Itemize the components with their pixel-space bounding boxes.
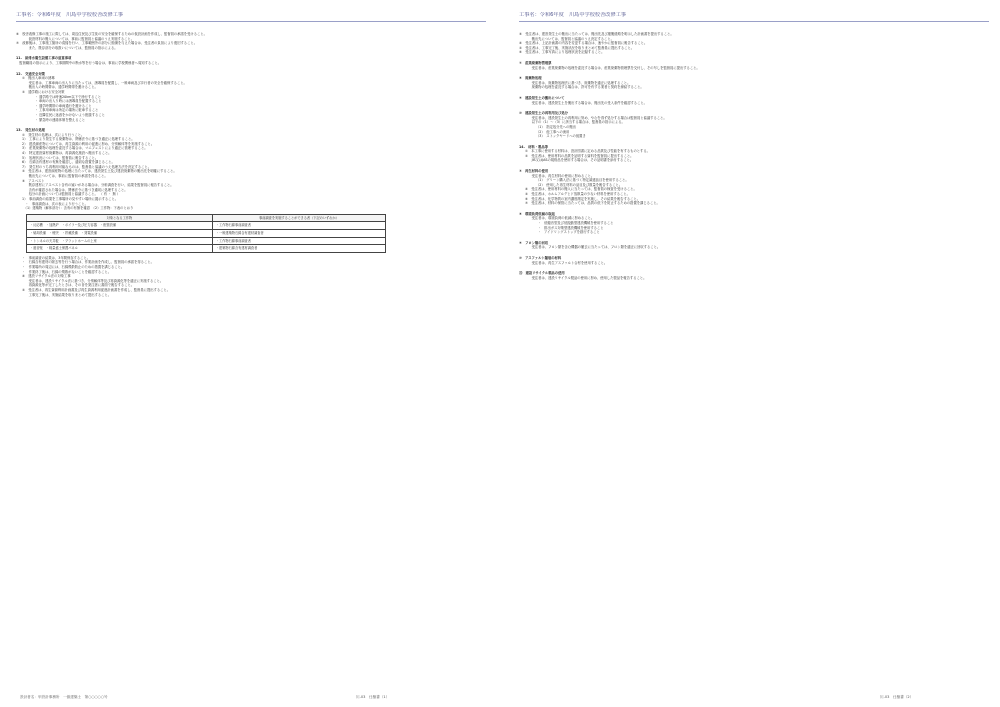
spec-line: ② 受注者は、建設副産物の処理に当たっては、建設発生土及び建設廃棄物の搬出先を明確にすること。	[22, 169, 177, 174]
spec-line: ・ 車両の出入り時には誘導員を配置すること	[28, 99, 102, 104]
section-heading: ⑨ 建設発生土の搬出について	[519, 95, 565, 100]
spec-line: 監督職員の指示により、工事期間中の断水等を行う場合は、事前に学校関係者へ周知すること。	[16, 60, 162, 65]
spec-line: ① 発生材の処理は、次により行うこと。	[22, 132, 85, 137]
spec-line: 3） 産業廃棄物の処理を委託する場合は、マニフェストにより適正に管理すること。	[22, 146, 148, 151]
spec-line: ・ 通学路では時速20km以下で徐行すること	[28, 94, 102, 99]
spec-line: 5） 処理状況については、監督員に報告すること。	[22, 155, 99, 160]
spec-line: ・ 作業終了後は、石綿の飛散がないことを確認すること。	[22, 269, 112, 274]
spec-line: 受注者は、建設発生土を搬出する場合は、搬出先の受入条件を確認すること。	[525, 100, 647, 105]
spec-line: （1） 指定処分先への搬出	[531, 124, 576, 129]
spec-line: 受注者は、廃棄物処理法に基づき、廃棄物を適正に処理すること。	[525, 80, 631, 85]
spec-line: ④ 受注者は、上記計画書の内容を変更する場合は、速やかに監督員に報告すること。	[519, 41, 648, 46]
spec-line: ・ アイドリングストップを励行すること	[531, 230, 600, 235]
left-sheet-number: 川-03 仕様書（1）	[356, 695, 390, 699]
spec-line: 7） 発生材のうち再利用可能なものは、監督員と協議のうえ処理方法を決定すること。	[22, 164, 152, 169]
asbestos-survey-table	[26, 214, 386, 253]
spec-line: ② 通学路における安全対策	[22, 89, 65, 94]
spec-line: 処分の計画については監督員と協議すること。 （ 有 ・ 無 ）	[22, 192, 121, 197]
right-page-body	[519, 32, 989, 280]
section-heading: 12. 交通安全対策	[16, 71, 45, 76]
table-cell-target: ・トンネルの天井板 ・プラットホームの上家	[27, 237, 213, 245]
spec-line: 受注者は、建設リサイクル法に基づき、分別解体等及び再資源化等を適正に実施すること。	[22, 278, 164, 283]
spec-line: ・ 緊急時の連絡体制を整えること	[28, 117, 86, 122]
spec-line: 工事完了後は、実施結果を取りまとめて提出すること。	[22, 292, 112, 297]
spec-line: 廃棄物の処理を委託する場合は、許可を有する業者と契約を締結すること。	[525, 85, 644, 90]
spec-line: 4） 特定建設資材廃棄物は、再資源化施設へ搬出すること。	[22, 151, 112, 156]
spec-line: ④ 建設リサイクル法の対象工事	[22, 274, 71, 279]
spec-line: ⑤ 受注者は、ホルムアルデヒド放散量の少ない材料を使用すること。	[525, 192, 630, 197]
spec-line: JIS又はJASの規格品を使用する場合は、その証明書を添付すること。	[525, 158, 634, 163]
spec-line: （2） 他工事への流用	[531, 129, 570, 134]
table-cell-target: ・焼却設備 ・煙突 ・貯蔵設備 ・発電設備	[27, 229, 213, 237]
spec-line: ② 受注者は、使用材料の品質を証明する資料を監督員に提出すること。	[525, 153, 634, 158]
table-row	[27, 245, 386, 253]
table-cell-surveyor: ・一般建築物石綿含有建材調査者	[212, 229, 385, 237]
spec-line: ・ 近隣住民に迷惑をかけないよう配慮すること	[28, 112, 105, 117]
left-page-body	[16, 32, 486, 211]
asbestos-table-header-surveyor: 事前調査を実施することができる者（下記のいずれか）	[212, 214, 385, 222]
spec-line: ・ 事前調査の結果は、3年間保存すること。	[22, 255, 91, 260]
spec-line: ① 本工事に使用する材料は、設計図書に定める品質及び性能を有するものとする。	[525, 149, 650, 154]
spec-line: 受注者は、フロン類を含む機器の撤去に当たっては、フロン類を適正に回収すること。	[525, 245, 661, 250]
table-row	[27, 237, 386, 245]
section-heading: 13. 発生材の処理	[16, 128, 45, 133]
section-heading: ⑩ 建設発生土の再利用及び処分	[519, 111, 568, 116]
spec-line: ・ 低騒音型及び低振動型建設機械を使用すること	[531, 221, 614, 225]
spec-line: 以下の（1）～（3）に該当する場合は、監督員の指示による。	[525, 120, 625, 125]
section-heading: ③ 再生材料の使用	[519, 169, 549, 174]
spec-line: 再資源化等が完了したときは、その旨を発注者に書面で報告すること。	[22, 283, 135, 288]
table-cell-target: ・遮音壁 ・軽量盛土保護パネル	[27, 245, 213, 253]
spec-line: 受注者は、再生アスファルト合材を使用すること。	[525, 260, 608, 265]
right-page-header: 工事名：令和6年度 川島中学校校舎改修工事	[519, 12, 989, 22]
spec-line: ⑦ 改修後は、工事施工箇所の清掃を行い、工事範囲外の部分に損傷を与えた場合は、受注者の負担により復旧すること。	[16, 41, 197, 46]
left-page-header: 工事名：令和6年度 川島中学校校舎改修工事	[16, 12, 486, 22]
spec-line: 6） 石綿含有建材の有無を確認し、適切な措置を講じること。	[22, 160, 115, 165]
spec-line: ・ 排出ガス対策型建設機械を使用すること	[531, 225, 604, 230]
section-heading: ⑩ アスファルト舗装の材料	[519, 255, 562, 260]
table-cell-surveyor: ・建築物石綿含有建材調査者	[212, 245, 385, 253]
spec-line: 受注者は、建設リサイクル製品の使用に努め、使用した製品を報告すること。	[525, 275, 647, 280]
spec-line: ③ アスベスト	[22, 178, 45, 183]
spec-line: 2） 建設副産物については、再生資源の利用の促進に努め、分別解体等を実施すること。	[22, 141, 155, 146]
spec-line: （1）建築物（解体部分）：含有の有無を確認 （2）工作物：下表のとおり	[22, 206, 134, 211]
spec-line: ・ 工事用車両は所定の場所に駐車すること	[28, 108, 99, 113]
right-specification-page	[519, 12, 989, 682]
spec-line: 受注者は、建設発生土の再利用に努め、やむを得ず処分する場合は監督員と協議すること。	[525, 115, 667, 120]
spec-line: 搬出先については、事前に監督員の承諾を得ること。	[22, 174, 108, 179]
table-cell-target: ・反応槽 ・加熱炉 ・ボイラー及び圧力容器 ・配管設備	[27, 222, 213, 230]
spec-line: 搬出入の時間帯は、通学時間帯を避けること。	[22, 85, 98, 90]
spec-line: 含有が確認された場合は、関係法令に基づき適切に処理すること。	[22, 187, 128, 192]
asbestos-table-header-row	[27, 214, 386, 222]
spec-line: ・ 事前調査は、次の表により行うこと。	[22, 201, 88, 206]
spec-line: 既存建材にアスベスト含有の疑いがある場合は、分析調査を行い、結果を監督員に報告すること。	[22, 183, 174, 188]
designer-footer: 設計者名：甲設計事務所 一級建築士 第○○○○○号	[20, 695, 108, 699]
section-heading: ⑪ 建設リサイクル製品の使用	[519, 271, 565, 276]
section-heading: 14. 材料・製品等	[519, 144, 548, 149]
table-row	[27, 222, 386, 230]
table-row	[27, 229, 386, 237]
spec-line: ⑥ 受注者は、化学物質の室内濃度測定を実施し、その結果を報告すること。	[525, 196, 641, 201]
spec-line: 受注者は、環境負荷の低減に努めること。	[525, 216, 595, 221]
table-cell-surveyor: ・工作物石綿事前調査者	[212, 237, 385, 245]
spec-line: ⑥ 受注者は、工事写真により処理状況を記録すること。	[519, 50, 605, 55]
left-specification-page	[16, 12, 486, 682]
spec-line: ⑤ 受注者は、工事完了後、実施状況を取りまとめて監督員に提出すること。	[519, 45, 635, 50]
spec-line: ・ 作業場所の周辺には、石綿飛散防止のための措置を講じること。	[22, 264, 125, 269]
spec-line: 1） 事前調査の結果を工事場所の見やすい場所に掲示すること。	[22, 197, 119, 201]
spec-line: また、既存部分の取扱いについては、監督員の指示による。	[22, 45, 118, 50]
section-heading: ⑧ 環境負荷低減の取組	[519, 211, 555, 216]
left-page-body-continued	[16, 256, 486, 297]
spec-line: （1） グリーン購入法に基づく特定調達品目を使用すること。	[531, 178, 629, 183]
spec-line: ⑤ 受注者は、再生資源利用計画書及び再生資源利用促進計画書を作成し、監督員に提出すること。	[22, 287, 171, 292]
table-cell-surveyor: ・工作物石綿事前調査者	[212, 222, 385, 230]
spec-line: 仮設材料の搬入については、事前に監督員と協議のうえ実施すること。	[22, 36, 135, 41]
spec-line: （3） ストックヤードへの仮置き	[531, 134, 586, 139]
spec-line: 受注者は、工事車両の出入りに当たっては、誘導員を配置し、一般車両及び歩行者の安全を確保すること。	[22, 80, 187, 85]
asbestos-table-header-target: 対象となる工作物	[27, 214, 213, 222]
spec-line: 受注者は、再生材料の使用に努めること。	[525, 173, 595, 178]
section-heading: ⑧ 廃棄物処理	[519, 76, 542, 81]
spec-line: ・ 通学時間帯の車両通行を避けること	[28, 103, 92, 108]
spec-line: ・ 石綿含有建材の除去等を行う場合は、作業計画を作成し、監督員の承諾を得ること。	[22, 260, 154, 265]
section-heading: ⑦ 産業廃棄物管理票	[519, 60, 552, 65]
right-sheet-number: 川-03 仕様書（2）	[880, 695, 914, 699]
spec-line: ① 搬出入車両の誘導	[22, 76, 55, 81]
spec-line: ④ 受注者は、使用材料の搬入に当たっては、監督員の検査を受けること。	[525, 187, 637, 192]
spec-line: 搬出先については、監督員と協議のうえ決定すること。	[525, 36, 614, 41]
spec-line: 1） 工事により発生する廃棄物は、関係法令に基づき適正に処理すること。	[22, 137, 135, 142]
spec-line: 受注者は、産業廃棄物の処理を委託する場合は、産業廃棄物管理票を交付し、その写しを監督員に提出すること。	[525, 65, 700, 70]
spec-line: （2） 使用した再生材料の品目及び数量を報告すること。	[531, 182, 623, 187]
spec-line: ⑦ 受注者は、材料の保管に当たっては、品質の低下を防止するための措置を講じること。	[525, 201, 660, 206]
section-heading: 11. 給排水衛生設備工事の留意事項	[16, 56, 72, 61]
spec-line: ⑥ 校舎改修工事の施工に際しては、周辺住民及び生徒の安全を確保するための仮設計画を作成し、監督員の承諾を受けること。	[16, 32, 207, 36]
section-heading: ⑨ フロン類の回収	[519, 240, 549, 245]
spec-line: ③ 受注者は、建設発生土の搬出に当たっては、搬出先及び運搬経路を明示した計画書を提出すること。	[519, 32, 674, 36]
